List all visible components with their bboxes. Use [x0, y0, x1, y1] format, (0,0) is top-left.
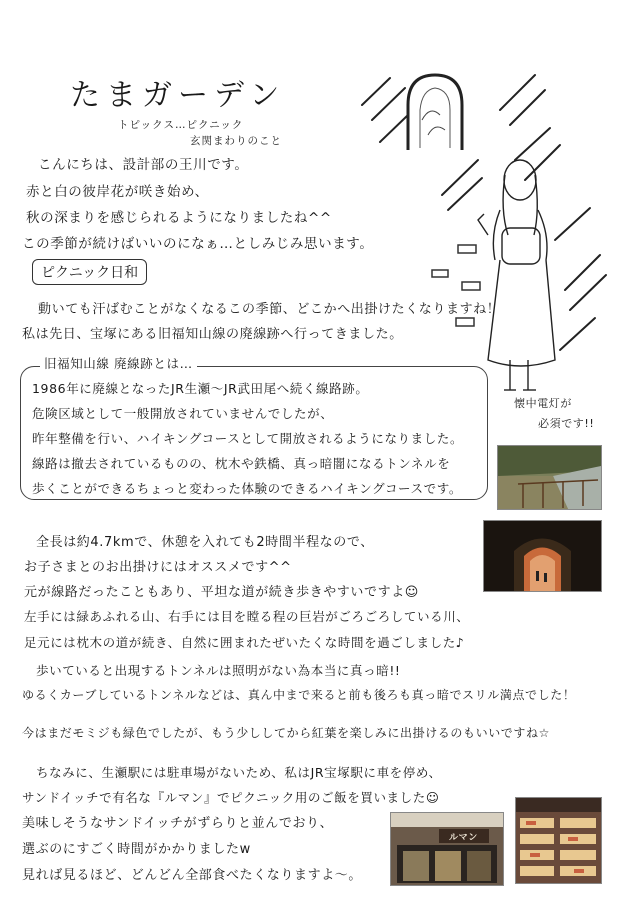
topics-sub-label: 玄関まわりのこと	[190, 135, 282, 147]
intro-line: こんにちは、設計部の王川です。	[38, 157, 249, 173]
page-title: たまガーデン	[70, 78, 286, 113]
body-line: 歩いていると出現するトンネルは照明がない為本当に真っ暗!!	[36, 663, 401, 678]
shop-sign: ルマン	[449, 833, 478, 843]
section-line: 私は先日、宝塚にある旧福知山線の廃線跡へ行ってきました。	[22, 327, 403, 342]
body-line: お子さまとのお出掛けにはオススメです^^	[24, 560, 292, 575]
body-line: 美味しそうなサンドイッチがずらりと並んでおり、	[22, 816, 334, 831]
body-line: 選ぶのにすごく時間がかかりましたw	[22, 842, 251, 857]
shop-photo	[390, 812, 504, 886]
topics-label: トピックス…ピクニック	[118, 119, 244, 131]
info-line: 線路は撤去されているものの、枕木や鉄橋、真っ暗闇になるトンネルを	[32, 456, 451, 471]
section-line: 動いても汗ばむことがなくなるこの季節、どこかへ出掛けたくなりますね！	[38, 302, 501, 317]
tunnel-photo	[483, 520, 602, 592]
body-line: サンドイッチで有名な『ルマン』でピクニック用のご飯を買いました☺	[22, 790, 440, 805]
body-line: 左手には緑あふれる山、右手には目を瞠る程の巨岩がごろごろしている川、	[24, 609, 470, 624]
body-line: ゆるくカーブしているトンネルなどは、真ん中まで来ると前も後ろも真っ暗でスリル満点でした！	[22, 688, 576, 702]
info-line: 昨年整備を行い、ハイキングコースとして開放されるようになりました。	[32, 431, 464, 446]
body-line: 見れば見るほど、どんどん全部食べたくなりますよ～。	[22, 868, 363, 883]
section-heading: ピクニック日和	[32, 259, 147, 285]
intro-line: この季節が続けばいいのになぁ…としみじみ思います。	[22, 236, 374, 252]
info-line: 歩くことができるちょっと変わった体験のできるハイキングコースです。	[32, 481, 462, 496]
info-line: 1986年に廃線となったJR生瀬～JR武田尾へ続く線路跡。	[32, 381, 369, 396]
sandwich-photo	[515, 797, 602, 884]
body-line: 全長は約4.7kmで、休憩を入れても2時間半程なので、	[36, 535, 374, 550]
illustration-note: 必須です!!	[538, 417, 595, 430]
intro-line: 赤と白の彼岸花が咲き始め、	[26, 184, 209, 200]
body-line: ちなみに、生瀬駅には駐車場がないため、私はJR宝塚駅に車を停め、	[36, 765, 442, 780]
intro-line: 秋の深まりを感じられるようになりましたね^^	[26, 210, 332, 226]
hiker-illustration	[350, 60, 630, 420]
info-box-label: 旧福知山線 廃線跡とは…	[40, 354, 197, 372]
trail-photo	[497, 445, 602, 510]
illustration-note: 懐中電灯が	[514, 397, 572, 410]
body-line: 今はまだモミジも緑色でしたが、もう少ししてから紅葉を楽しみに出掛けるのもいいですね☆	[22, 726, 550, 740]
body-line: 足元には枕木の道が続き、自然に囲まれたぜいたくな時間を過ごしました♪	[24, 635, 465, 650]
info-line: 危険区域として一般開放されていませんでしたが、	[32, 406, 334, 421]
body-line: 元が線路だったこともあり、平坦な道が続き歩きやすいですよ☺	[24, 585, 419, 600]
